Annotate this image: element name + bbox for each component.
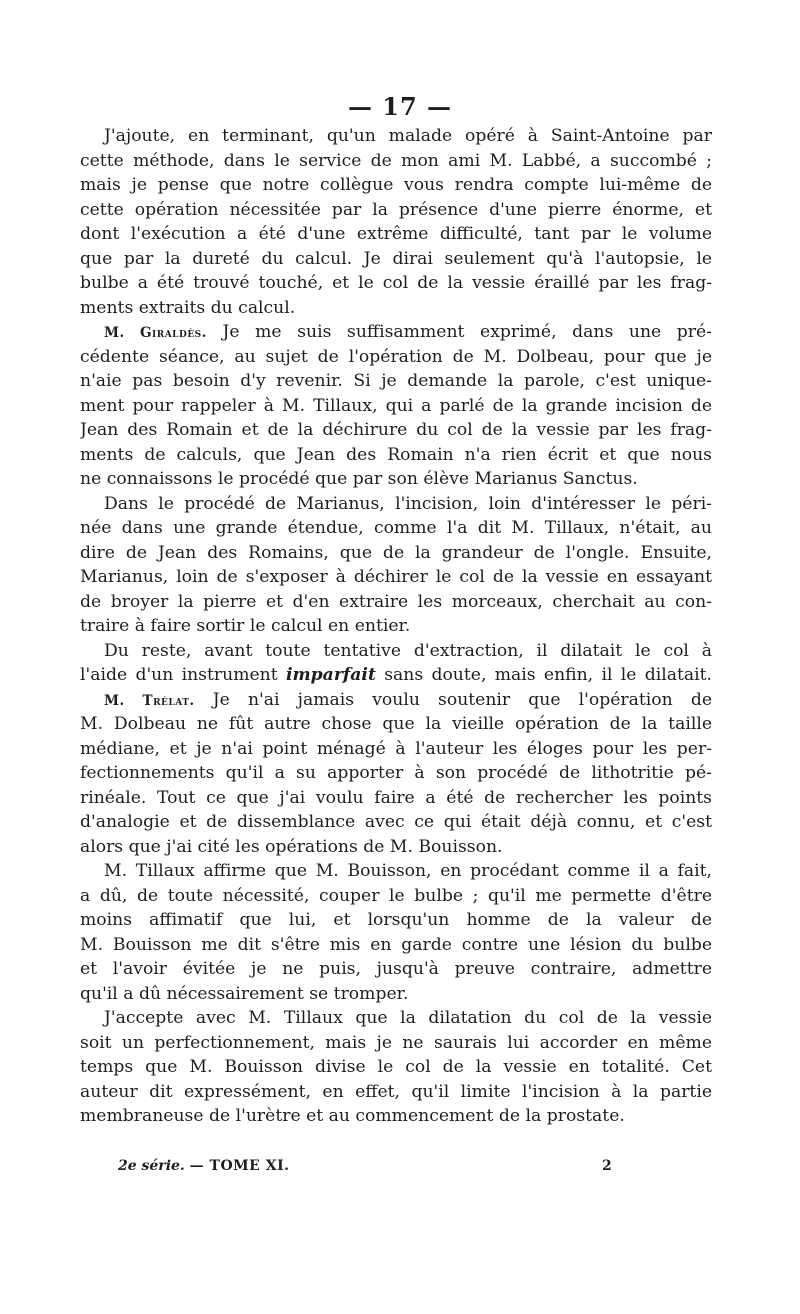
text-line xyxy=(80,737,712,762)
text-run: que par la dureté du calcul. Je dirai seulement qu'à l'autopsie, le xyxy=(80,248,712,269)
text-line xyxy=(80,614,712,639)
text-line xyxy=(80,492,712,517)
text-line xyxy=(80,1080,712,1105)
text-line xyxy=(80,982,712,1007)
text-run: M. Bouisson me dit s'être mis en garde contre une lésion du bulbe xyxy=(80,934,712,955)
text-run: Je n'ai jamais voulu soutenir que l'opération de xyxy=(194,689,712,710)
text-run: Je me suis suffisamment exprimé, dans une pré- xyxy=(206,322,712,342)
text-run: Dans le procédé de Marianus, l'incision, loin d'intéresser le péri- xyxy=(104,493,712,514)
text-line xyxy=(80,222,712,247)
body-text xyxy=(80,124,712,1129)
text-run: de broyer la pierre et d'en extraire les morceaux, cherchait au con- xyxy=(80,591,712,612)
text-run: sans doute, mais enfin, il le dilatait. xyxy=(375,665,712,685)
text-line xyxy=(80,369,712,394)
text-line xyxy=(80,296,712,321)
text-run: traire à faire sortir le calcul en entier. xyxy=(80,616,411,636)
text-line xyxy=(80,1104,712,1129)
text-run: cette opération nécessitée par la présence d'une pierre énorme, et xyxy=(80,199,712,220)
text-line xyxy=(80,884,712,909)
text-run: Du reste, avant toute tentative d'extraction, il dilatait le col à xyxy=(104,640,712,661)
text-line xyxy=(80,761,712,786)
text-line xyxy=(80,1006,712,1031)
text-line xyxy=(80,639,712,664)
text-run: alors que j'ai cité les opérations de M. Bouisson. xyxy=(80,836,503,857)
page-footer xyxy=(118,1158,618,1174)
text-run: cédente séance, au sujet de l'opération de M. Dolbeau, pour que je xyxy=(80,346,712,367)
speaker-name: M. Trélat. xyxy=(104,692,195,709)
text-run: Marianus, loin de s'exposer à déchirer le col de la vessie en essayant xyxy=(80,567,712,587)
text-run: dire de Jean des Romains, que de la grandeur de l'ongle. Ensuite, xyxy=(80,542,712,563)
text-run: d'analogie et de dissemblance avec ce qui était déjà connu, et c'est xyxy=(80,812,712,832)
text-run: ment pour rappeler à M. Tillaux, qui a parlé de la grande incision de xyxy=(80,395,712,416)
text-run: et l'avoir évitée je ne puis, jusqu'à preuve contraire, admettre xyxy=(80,959,712,979)
text-run: moins affimatif que lui, et lorsqu'un homme de la valeur de xyxy=(80,910,712,930)
text-line xyxy=(80,933,712,958)
text-line xyxy=(80,835,712,860)
text-run: J'accepte avec M. Tillaux que la dilatation du col de la vessie xyxy=(104,1008,712,1028)
text-line xyxy=(80,345,712,370)
text-run: l'aide d'un instrument xyxy=(80,665,286,685)
text-run: membraneuse de l'urètre et au commencement de la prostate. xyxy=(80,1106,625,1126)
text-run: rinéale. Tout ce que j'ai voulu faire a été de rechercher les points xyxy=(80,787,712,808)
text-line xyxy=(80,320,712,345)
text-run: temps que M. Bouisson divise le col de la vessie en totalité. Cet xyxy=(80,1057,712,1077)
text-line xyxy=(80,173,712,198)
text-line xyxy=(80,198,712,223)
text-run: fectionnements qu'il a su apporter à son procédé de lithotritie pé- xyxy=(80,763,712,783)
footer-tome: — TOME XI. xyxy=(189,1158,290,1174)
text-line xyxy=(80,443,712,468)
text-run: ments extraits du calcul. xyxy=(80,297,296,318)
text-line xyxy=(80,908,712,933)
text-line xyxy=(80,149,712,174)
text-line xyxy=(80,712,712,737)
text-line xyxy=(80,394,712,419)
text-run: J'ajoute, en terminant, qu'un malade opéré à Saint-Antoine par xyxy=(104,126,712,146)
text-line xyxy=(80,467,712,492)
text-run: mais je pense que notre collègue vous rendra compte lui-même de xyxy=(80,175,712,195)
text-run: bulbe a été trouvé touché, et le col de la vessie éraillé par les frag- xyxy=(80,273,712,293)
text-line xyxy=(80,1031,712,1056)
text-run: n'aie pas besoin d'y revenir. Si je demande la parole, c'est unique- xyxy=(80,371,712,391)
text-run: qu'il a dû nécessairement se tromper. xyxy=(80,983,409,1004)
text-run: médiane, et je n'ai point ménagé à l'auteur les éloges pour les per- xyxy=(80,738,712,759)
text-line xyxy=(80,541,712,566)
text-run: ne connaissons le procédé que par son élève Marianus Sanctus. xyxy=(80,469,638,489)
text-line xyxy=(80,565,712,590)
text-line xyxy=(80,810,712,835)
text-run: M. Tillaux affirme que M. Bouisson, en procédant comme il a fait, xyxy=(104,861,712,881)
emphasis-text: imparfait xyxy=(285,665,376,685)
footer-signature: 2 xyxy=(602,1158,612,1174)
text-run: soit un perfectionnement, mais je ne saurais lui accorder en même xyxy=(80,1032,712,1053)
text-line xyxy=(80,786,712,811)
text-run: née dans une grande étendue, comme l'a dit M. Tillaux, n'était, au xyxy=(80,518,712,538)
text-line xyxy=(80,663,712,688)
speaker-name: M. Giraldès. xyxy=(104,325,207,341)
text-run: M. Dolbeau ne fût autre chose que la vieille opération de la taille xyxy=(80,714,712,734)
text-run: dont l'exécution a été d'une extrême difficulté, tant par le volume xyxy=(80,224,712,244)
text-run: cette méthode, dans le service de mon ami M. Labbé, a succombé ; xyxy=(80,150,712,171)
text-line xyxy=(80,516,712,541)
text-line xyxy=(80,859,712,884)
text-line xyxy=(80,688,712,713)
footer-series: 2e série. xyxy=(118,1158,185,1174)
text-run: Jean des Romain et de la déchirure du col de la vessie par les frag- xyxy=(80,420,712,440)
text-line xyxy=(80,1055,712,1080)
text-run: auteur dit expressément, en effet, qu'il limite l'incision à la partie xyxy=(80,1081,712,1102)
page-number: — 17 — xyxy=(347,92,453,121)
text-line xyxy=(80,957,712,982)
text-line xyxy=(80,271,712,296)
text-line xyxy=(80,124,712,149)
text-run: a dû, de toute nécessité, couper le bulbe ; qu'il me permette d'être xyxy=(80,885,712,906)
text-line xyxy=(80,418,712,443)
text-line xyxy=(80,590,712,615)
text-run: ments de calculs, que Jean des Romain n'a rien écrit et que nous xyxy=(80,444,712,465)
text-line xyxy=(80,247,712,272)
